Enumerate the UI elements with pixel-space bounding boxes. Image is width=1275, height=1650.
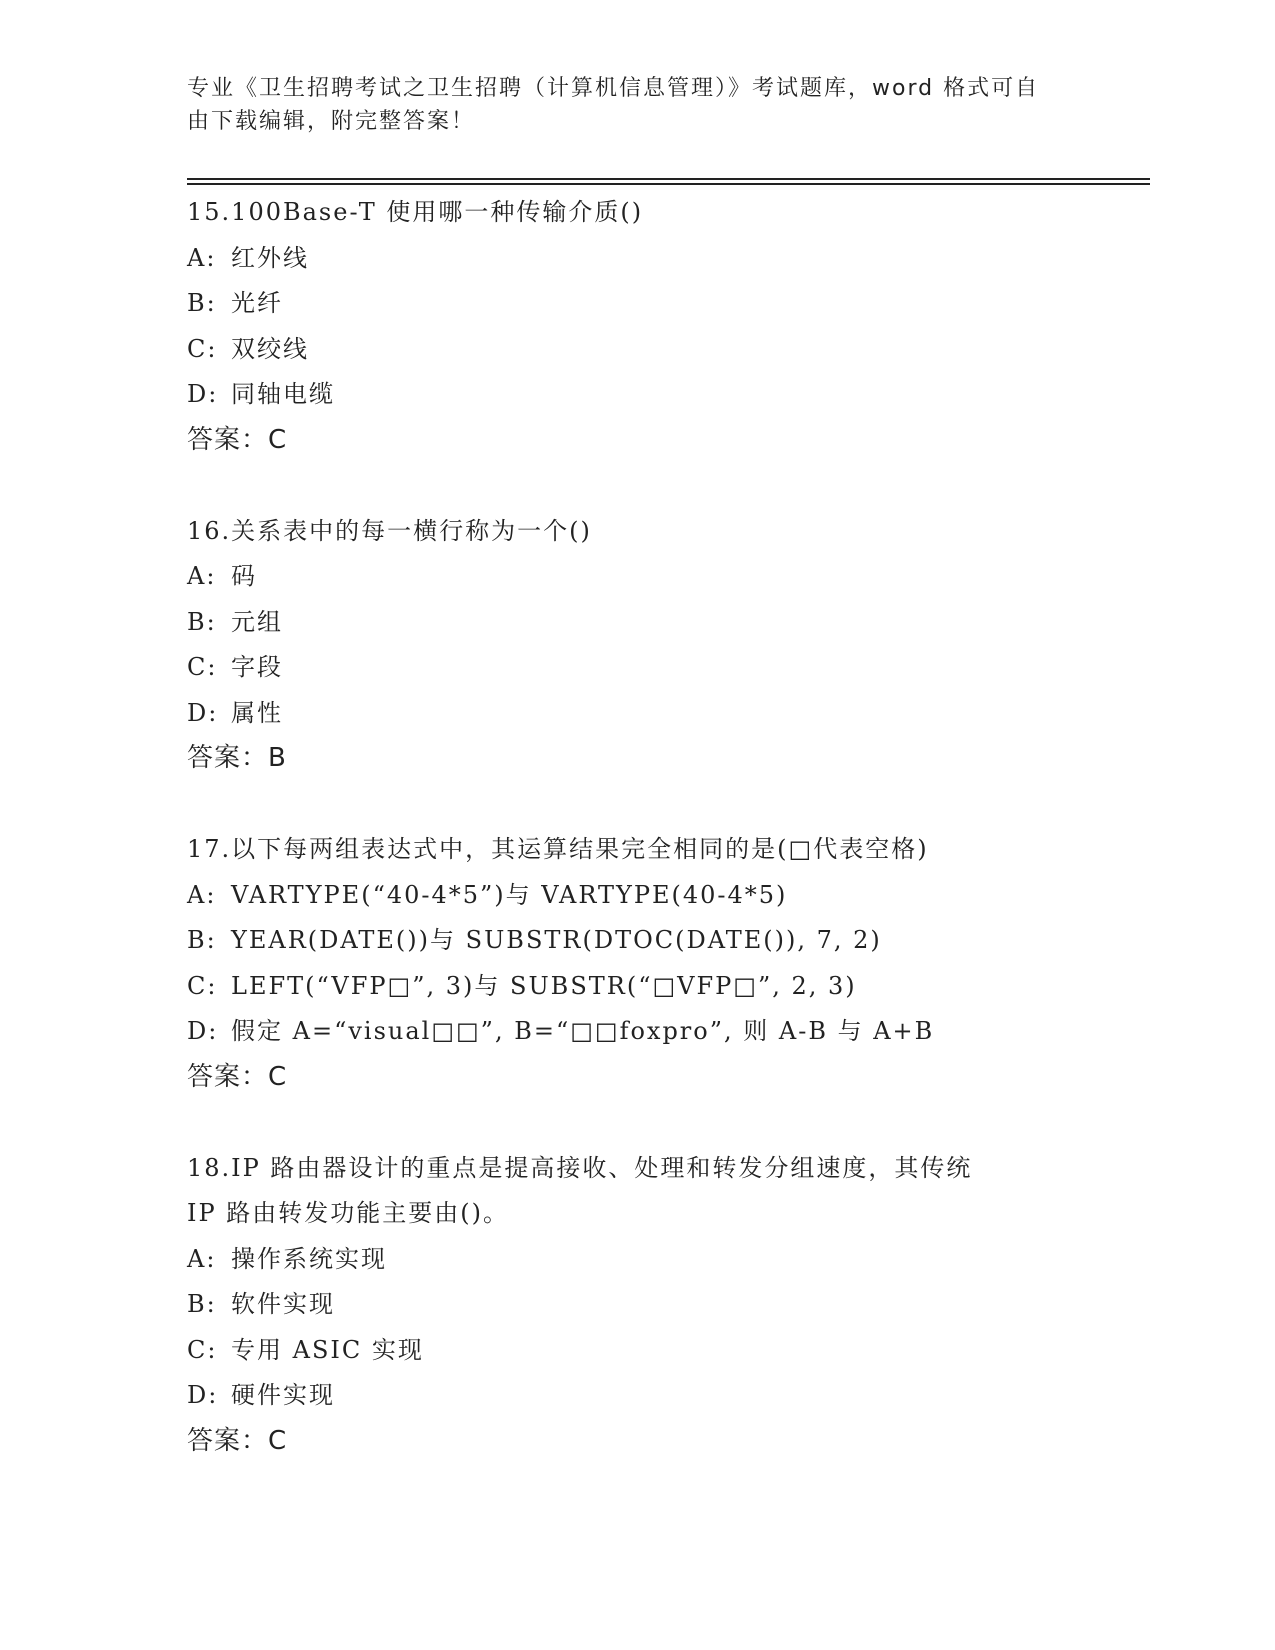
option-letter: B:	[187, 926, 217, 954]
option-text: 字段	[231, 653, 283, 681]
option-b	[187, 1282, 1137, 1328]
option-d	[187, 1009, 1137, 1055]
option-letter: D:	[187, 698, 219, 727]
option-text: 双绞线	[231, 334, 309, 363]
answer-line: 答案：B	[187, 743, 287, 773]
spacer	[187, 463, 1137, 509]
option-text: 操作系统实现	[231, 1244, 387, 1273]
question-text: 17.以下每两组表达式中，其运算结果完全相同的是(□代表空格)	[187, 835, 929, 863]
spacer	[187, 782, 1137, 828]
question-text: 16.关系表中的每一横行称为一个()	[187, 516, 592, 545]
option-a	[187, 236, 1137, 282]
question-block	[187, 827, 1137, 1100]
option-text: 同轴电缆	[231, 380, 335, 408]
header-divider-top	[187, 178, 1150, 180]
option-text: 软件实现	[231, 1290, 335, 1318]
option-d	[187, 372, 1137, 418]
option-letter: D:	[187, 380, 219, 408]
answer-line: 答案：C	[187, 1425, 288, 1456]
option-b	[187, 918, 1137, 964]
option-text: 属性	[231, 698, 283, 727]
option-c	[187, 1328, 1137, 1374]
option-text: VARTYPE(“40-4*5”)与 VARTYPE(40-4*5)	[231, 880, 788, 909]
question-text: 15.100Base-T 使用哪一种传输介质()	[187, 198, 644, 226]
option-letter: C:	[187, 1335, 218, 1364]
option-text: 硬件实现	[231, 1381, 335, 1409]
option-d	[187, 1373, 1137, 1419]
option-letter: A:	[187, 1244, 217, 1273]
option-text: 专用 ASIC 实现	[231, 1335, 424, 1364]
question-text: 18.IP 路由器设计的重点是提高接收、处理和转发分组速度，其传统	[187, 1153, 973, 1182]
header-divider-bottom	[187, 183, 1150, 185]
option-text: LEFT(“VFP□”, 3)与 SUBSTR(“□VFP□”, 2, 3)	[231, 971, 857, 1000]
question-block	[187, 190, 1137, 463]
option-c	[187, 964, 1137, 1010]
option-a	[187, 1237, 1137, 1283]
header-line-1: 专业《卫生招聘考试之卫生招聘（计算机信息管理）》考试题库，word 格式可自	[187, 76, 1040, 101]
option-c	[187, 645, 1137, 691]
option-letter: C:	[187, 653, 218, 681]
option-letter: C:	[187, 971, 218, 1000]
option-letter: D:	[187, 1017, 219, 1045]
option-letter: C:	[187, 334, 218, 363]
document-header	[187, 72, 1087, 138]
option-letter: D:	[187, 1381, 219, 1409]
option-letter: B:	[187, 289, 217, 317]
option-c	[187, 327, 1137, 373]
header-line-2: 由下载编辑，附完整答案！	[187, 109, 476, 134]
option-text: YEAR(DATE())与 SUBSTR(DTOC(DATE()), 7, 2)	[231, 926, 882, 954]
option-a	[187, 554, 1137, 600]
option-a	[187, 873, 1137, 919]
option-letter: A:	[187, 243, 217, 272]
option-b	[187, 281, 1137, 327]
option-letter: B:	[187, 607, 217, 636]
question-block	[187, 1146, 1137, 1465]
option-letter: B:	[187, 1290, 217, 1318]
question-block	[187, 509, 1137, 782]
option-letter: A:	[187, 562, 217, 590]
option-text: 假定 A=“visual□□”, B=“□□foxpro”, 则 A-B 与 A+B	[231, 1017, 935, 1045]
option-text: 红外线	[231, 243, 309, 272]
option-text: 光纤	[231, 289, 283, 317]
option-letter: A:	[187, 880, 217, 909]
question-text-continued: IP 路由转发功能主要由()。	[187, 1199, 509, 1227]
option-text: 元组	[231, 607, 283, 636]
option-b	[187, 600, 1137, 646]
answer-line: 答案：C	[187, 1061, 288, 1092]
spacer	[187, 1100, 1137, 1146]
option-text: 码	[231, 562, 257, 590]
answer-line: 答案：C	[187, 424, 288, 455]
option-d	[187, 691, 1137, 737]
question-list	[187, 190, 1137, 1464]
